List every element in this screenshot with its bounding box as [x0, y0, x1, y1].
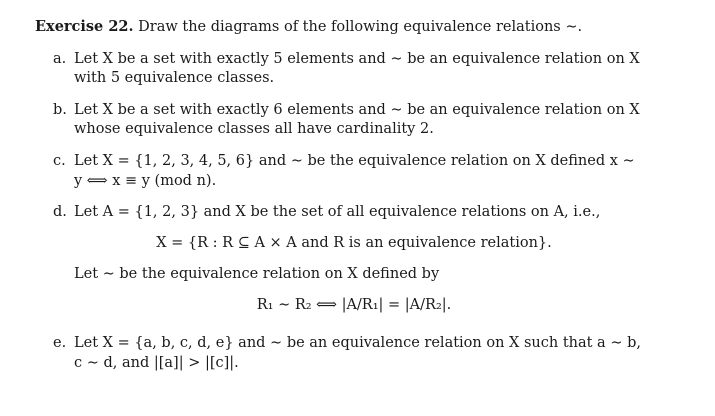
part-b-marker: b.	[53, 102, 67, 118]
part-a-line2: with 5 equivalence classes.	[74, 70, 275, 86]
part-e-line2: c ∼ d, and |[a]| > |[c]|.	[74, 355, 239, 371]
part-d-display-set: X = {R : R ⊆ A × A and R is an equivalence relation}.	[156, 235, 552, 251]
part-d-line1: Let A = {1, 2, 3} and X be the set of all equivalence relations on A, i.e.,	[74, 204, 601, 220]
exercise-intro: Draw the diagrams of the following equivalence relations ∼.	[138, 19, 583, 35]
part-a-line1: Let X be a set with exactly 5 elements and ∼ be an equivalence relation on X	[74, 51, 640, 67]
part-c-marker: c.	[53, 153, 66, 169]
part-c-line2: y ⟺ x ≡ y (mod n).	[74, 173, 217, 189]
part-b-line1: Let X be a set with exactly 6 elements and ∼ be an equivalence relation on X	[74, 102, 640, 118]
part-e-marker: e.	[53, 335, 67, 351]
part-d-marker: d.	[53, 204, 67, 220]
part-b-line2: whose equivalence classes all have cardinality 2.	[74, 121, 434, 137]
part-a-marker: a.	[53, 51, 67, 67]
exercise-label: Exercise 22.	[35, 18, 134, 35]
exercise-heading	[35, 17, 582, 37]
part-c-line1: Let X = {1, 2, 3, 4, 5, 6} and ∼ be the equivalence relation on X defined x ∼	[74, 153, 635, 169]
part-d-display-relation: R₁ ∼ R₂ ⟺ |A/R₁| = |A/R₂|.	[256, 297, 452, 313]
part-e-line1: Let X = {a, b, c, d, e} and ∼ be an equivalence relation on X such that a ∼ b,	[74, 335, 641, 351]
part-d-line2: Let ∼ be the equivalence relation on X defined by	[74, 266, 440, 282]
